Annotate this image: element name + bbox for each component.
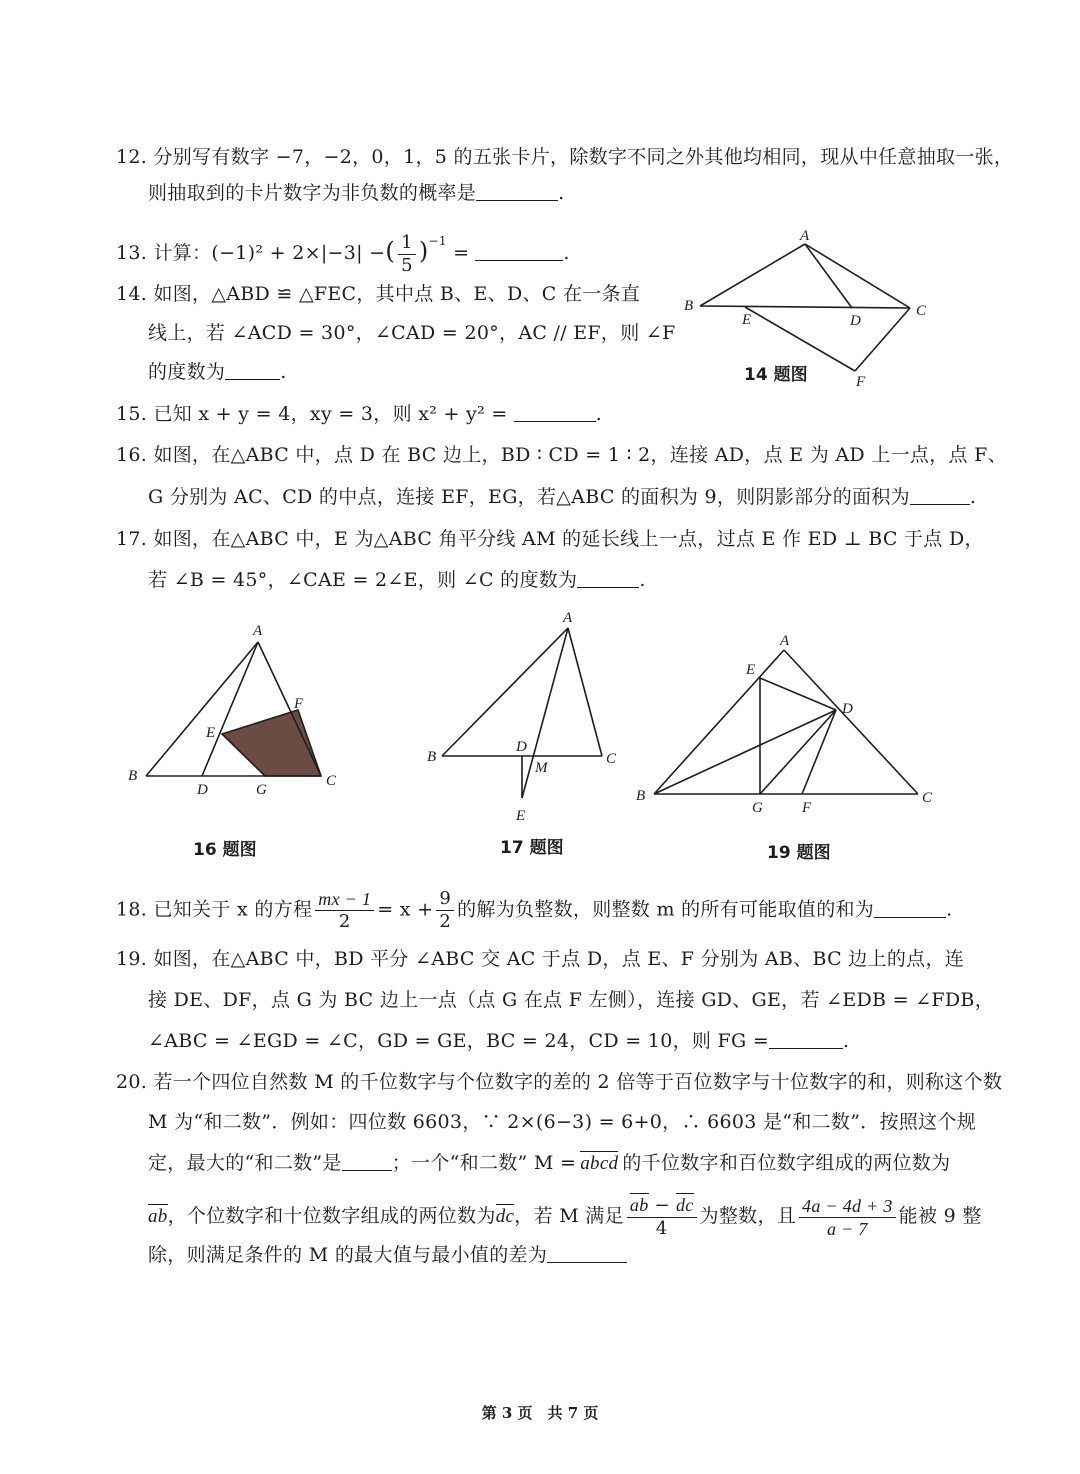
q20-frac1-num-minus: − (648, 1195, 676, 1216)
q16-label-g: G (256, 782, 267, 798)
q14-label-d: D (850, 313, 861, 329)
q20-frac1-num-dc: dc (675, 1195, 694, 1215)
q16-label-d: D (197, 782, 208, 798)
q20-frac1-den: 4 (655, 1218, 668, 1239)
q16-label-b: B (128, 768, 138, 784)
q13-prefix: 13. 计算： (116, 242, 212, 264)
q17-label-c: C (606, 751, 617, 767)
q14-answer-blank[interactable] (225, 361, 280, 380)
q19-line2: 接 DE、DF，点 G 为 BC 边上一点（点 G 在点 F 左侧），连接 GD、GE，若 ∠EDB = ∠FDB， (148, 989, 994, 1011)
q18-fraction-2 (436, 888, 454, 933)
q13-paren-right: ) (418, 237, 429, 265)
q19-caption: 19 题图 (767, 843, 831, 863)
q14-caption: 14 题图 (744, 365, 808, 385)
q18-line (116, 888, 952, 933)
q20-line4b: ，若 M 满足 (514, 1205, 624, 1227)
q18-end: . (946, 898, 953, 921)
q20-abcd: abcd (580, 1153, 619, 1174)
q17-line2-end: . (639, 569, 646, 591)
q20-line4c: 为整数，且 (699, 1205, 797, 1227)
q15-text: 15. 已知 x + y = 4，xy = 3，则 x² + y² = (116, 403, 508, 425)
q19-figure-lines (654, 650, 918, 794)
q16-answer-blank[interactable] (910, 486, 970, 505)
q19-label-a: A (780, 633, 790, 649)
q20-line3a: 定，最大的“和二数”是 (148, 1152, 342, 1174)
q17-figure-lines (442, 628, 602, 798)
q19-line3-end: . (843, 1030, 850, 1052)
q13-paren-left: ( (385, 237, 396, 265)
q12-line2 (148, 180, 564, 206)
q15-line (116, 401, 602, 427)
q20-frac1-num (627, 1194, 697, 1218)
q18-answer-blank[interactable] (874, 899, 946, 918)
q16-caption: 16 题图 (193, 840, 257, 860)
q18-fraction-1 (315, 888, 374, 933)
q14-line3-end: . (280, 361, 287, 383)
q14-figure-lines (700, 244, 910, 371)
q18-middle: = x + (377, 898, 434, 921)
q17-answer-blank[interactable] (577, 569, 639, 588)
q15-end: . (595, 403, 602, 425)
q15-answer-blank[interactable] (514, 403, 596, 422)
q17-label-b: B (427, 749, 437, 765)
q19-label-d: D (842, 701, 853, 717)
q18-prefix: 18. 已知关于 x 的方程 (116, 898, 313, 921)
q16-label-e: E (206, 725, 216, 741)
q16-label-a: A (253, 623, 263, 639)
q19-label-c: C (922, 790, 933, 806)
q19-label-e: E (746, 662, 756, 678)
q12-answer-blank[interactable] (476, 182, 558, 201)
q18-suffix: 的解为负整数，则整数 m 的所有可能取值的和为 (457, 898, 875, 921)
q13-exponent: −1 (428, 234, 447, 248)
q19-line3-text: ∠ABC = ∠EGD = ∠C，GD = GE，BC = 24，CD = 10，则 FG = (148, 1030, 770, 1052)
q20-dc: dc (495, 1206, 515, 1227)
q20-line3c: 的千位数字和百位数字组成的两位数为 (622, 1152, 951, 1174)
page-footer: 第 3 页 共 7 页 (481, 1404, 599, 1422)
q12-line2-end: . (558, 182, 565, 204)
q13-frac-num: 1 (398, 232, 416, 255)
q13-expr1: (−1)² + 2×|−3| − (211, 242, 386, 264)
q16-figure (120, 620, 350, 800)
q20-line3 (148, 1150, 950, 1177)
q18-frac1-num: mx − 1 (315, 888, 374, 911)
q16-label-c: C (326, 773, 337, 789)
q20-frac2-den: a − 7 (827, 1218, 868, 1239)
q19-figure (630, 630, 940, 820)
q17-label-d: D (516, 739, 527, 755)
q16-line2 (148, 484, 976, 510)
q17-line1: 17. 如图，在△ABC 中，E 为△ABC 角平分线 AM 的延长线上一点，过点 E 作 ED ⊥ BC 于点 D， (116, 528, 984, 550)
q20-line2: M 为“和二数”．例如：四位数 6603，∵ 2×(6−3) = 6+0，∴ 6603 是“和二数”．按照这个规 (148, 1111, 977, 1133)
q20-frac2-num: 4a − 4d + 3 (799, 1195, 896, 1218)
q13-frac-den: 5 (401, 254, 413, 276)
q14-label-f: F (856, 374, 866, 390)
q20-line4 (148, 1194, 982, 1240)
q17-caption: 17 题图 (500, 838, 564, 858)
q17-label-a: A (563, 610, 573, 626)
q20-line5 (148, 1242, 627, 1268)
q20-ab: ab (148, 1206, 168, 1227)
q17-label-e: E (516, 808, 526, 824)
q20-line4d: 能被 9 整 (898, 1205, 982, 1227)
q20-fraction-1 (627, 1194, 697, 1240)
q13-equals: = (446, 242, 470, 264)
q16-label-f: F (294, 696, 304, 712)
q17-line2 (148, 567, 646, 593)
q20-line5-text: 除，则满足条件的 M 的最大值与最小值的差为 (148, 1244, 548, 1266)
q17-figure (420, 606, 630, 826)
q20-answer-blank-2[interactable] (547, 1244, 627, 1263)
q12-line1: 12. 分别写有数字 −7，−2，0，1，5 的五张卡片，除数字不同之外其他均相同，现从中任意抽取一张， (116, 146, 1014, 168)
q18-frac2-den: 2 (439, 911, 452, 932)
q20-line1: 20. 若一个四位自然数 M 的千位数字与个位数字的差的 2 倍等于百位数字与十位数字的和，则称这个数 (116, 1071, 1003, 1093)
q14-label-b: B (684, 298, 694, 314)
q14-label-a: A (800, 228, 810, 244)
q19-line3 (148, 1028, 849, 1054)
q16-line1: 16. 如图，在△ABC 中，点 D 在 BC 边上，BD ∶ CD = 1 ∶ 2，连接 AD，点 E 为 AD 上一点，点 F、 (116, 444, 1007, 466)
q18-frac1-den: 2 (338, 911, 351, 932)
q19-line1: 19. 如图，在△ABC 中，BD 平分 ∠ABC 交 AC 于点 D，点 E、F 分别为 AB、BC 边上的点，连 (116, 948, 965, 970)
q19-label-f: F (802, 800, 812, 816)
q14-line1: 14. 如图，△ABD ≌ △FEC，其中点 B、E、D、C 在一条直 (116, 283, 641, 305)
q17-line2-text: 若 ∠B = 45°，∠CAE = 2∠E，则 ∠C 的度数为 (148, 569, 578, 591)
q18-frac2-num: 9 (436, 888, 454, 911)
q16-line2-end: . (969, 486, 977, 508)
q19-label-g: G (752, 800, 763, 816)
q14-label-e: E (742, 312, 752, 328)
q12-line2-text: 则抽取到的卡片数字为非负数的概率是 (148, 182, 477, 204)
q16-line2-text: G 分别为 AC、CD 的中点，连接 EF，EG，若△ABC 的面积为 9，则阴影部分的面积为 (148, 486, 910, 508)
q13-answer-blank[interactable] (475, 242, 563, 261)
q13-line (116, 228, 570, 277)
q20-fraction-2 (799, 1195, 896, 1240)
q14-line3-text: 的度数为 (148, 361, 226, 383)
q13-fraction (398, 232, 416, 277)
q19-label-b: B (636, 788, 646, 804)
q17-label-m: M (535, 760, 548, 776)
q20-answer-blank-1[interactable] (342, 1152, 392, 1171)
q14-line3 (148, 359, 287, 385)
q14-label-c: C (916, 303, 927, 319)
q20-frac1-num-ab: ab (629, 1195, 649, 1215)
q14-line2: 线上，若 ∠ACD = 30°，∠CAD = 20°，AC // EF，则 ∠F (148, 322, 676, 344)
q20-line3b: ；一个“和二数” M = (391, 1152, 577, 1174)
q20-line4a: ，个位数字和十位数字组成的两位数为 (167, 1205, 496, 1227)
q13-end: . (563, 242, 570, 264)
q19-answer-blank[interactable] (769, 1030, 843, 1049)
